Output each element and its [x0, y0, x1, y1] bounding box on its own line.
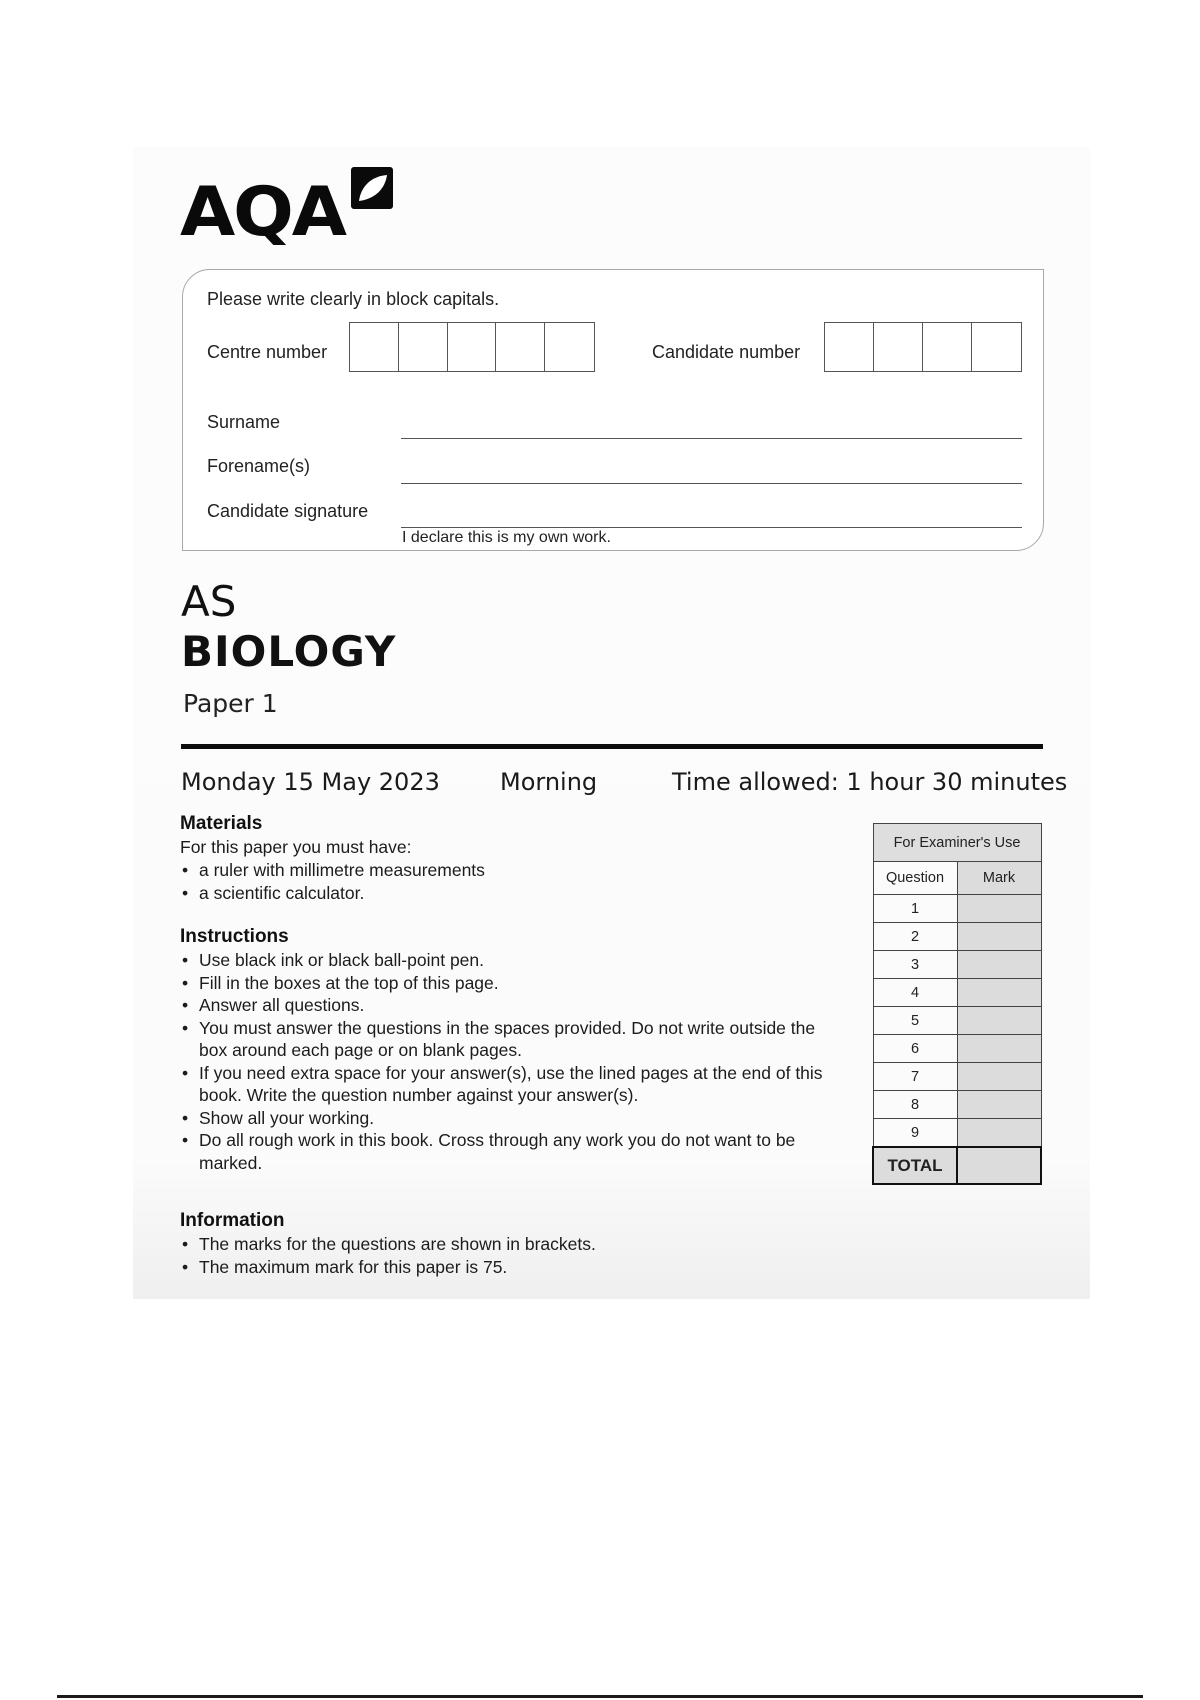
aqa-leaf-mark-icon: [351, 167, 393, 209]
information-item: • The marks for the questions are shown in brackets.: [182, 1234, 596, 1254]
question-number: 8: [873, 1091, 957, 1119]
instructions-section: [180, 926, 840, 1174]
page-bottom-rule: [57, 1695, 1143, 1698]
question-number: 2: [873, 923, 957, 951]
materials-intro: For this paper you must have:: [180, 837, 412, 857]
examiners-use-table: [872, 823, 1042, 1185]
question-number: 6: [873, 1035, 957, 1063]
candidate-number-digit-box[interactable]: [972, 323, 1021, 371]
instruction-item: • If you need extra space for your answer(s), use the lined pages at the end of this book. Write the question number against your answer(s).: [182, 1062, 823, 1105]
instruction-item: • You must answer the questions in the spaces provided. Do not write outside the box around each page or on blank pages.: [182, 1017, 816, 1060]
centre-number-field[interactable]: [349, 322, 595, 372]
candidate-details-box: [182, 269, 1044, 551]
centre-number-digit-box[interactable]: [350, 323, 399, 371]
total-mark-cell: [957, 1147, 1041, 1184]
table-row: [873, 1035, 1041, 1063]
logo-text: AQA: [180, 173, 345, 252]
bullet-icon: •: [182, 1234, 189, 1254]
materials-item: • a ruler with millimetre measurements: [182, 860, 485, 880]
bullet-icon: •: [182, 882, 189, 903]
materials-section: [180, 813, 860, 904]
instructions-heading: Instructions: [180, 926, 289, 947]
bullet-icon: •: [182, 1017, 189, 1038]
mark-cell: [957, 1119, 1041, 1148]
bullet-icon: •: [182, 950, 189, 970]
instruction-item: • Do all rough work in this book. Cross through any work you do not want to be marked.: [182, 1130, 796, 1173]
signature-field[interactable]: [401, 527, 1022, 528]
qualification-level: AS: [181, 577, 237, 626]
centre-number-digit-box[interactable]: [545, 323, 594, 371]
exam-session: Morning: [500, 768, 598, 796]
candidate-number-field[interactable]: [824, 322, 1022, 372]
mark-cell: [957, 1091, 1041, 1119]
instruction-item: • Show all your working.: [182, 1107, 375, 1128]
examiners-use-title: For Examiner's Use: [873, 824, 1041, 862]
centre-number-digit-box[interactable]: [496, 323, 545, 371]
table-row: [873, 951, 1041, 979]
mark-cell: [957, 1007, 1041, 1035]
mark-column-header: Mark: [957, 862, 1041, 895]
aqa-logo: [180, 165, 345, 252]
information-heading: Information: [180, 1210, 285, 1231]
question-number: 9: [873, 1119, 957, 1148]
bullet-icon: •: [182, 1062, 189, 1083]
subject-title: BIOLOGY: [181, 627, 397, 676]
instruction-item: • Use black ink or black ball-point pen.: [182, 950, 485, 970]
forenames-field[interactable]: [401, 483, 1022, 484]
centre-number-digit-box[interactable]: [399, 323, 448, 371]
question-number: 3: [873, 951, 957, 979]
exam-date: Monday 15 May 2023: [181, 768, 440, 796]
time-allowed: Time allowed: 1 hour 30 minutes: [672, 768, 1068, 796]
candidate-number-digit-box[interactable]: [923, 323, 972, 371]
materials-item: • a scientific calculator.: [182, 882, 365, 903]
block-capitals-instruction: Please write clearly in block capitals.: [207, 289, 500, 309]
signature-label: Candidate signature: [207, 501, 369, 521]
table-row: [873, 1119, 1041, 1148]
materials-heading: Materials: [180, 813, 263, 834]
mark-cell: [957, 923, 1041, 951]
mark-cell: [957, 951, 1041, 979]
candidate-number-digit-box[interactable]: [874, 323, 923, 371]
table-row: [873, 1063, 1041, 1091]
mark-cell: [957, 979, 1041, 1007]
candidate-number-digit-box[interactable]: [825, 323, 874, 371]
question-number: 4: [873, 979, 957, 1007]
instruction-item: • Fill in the boxes at the top of this page.: [182, 972, 499, 993]
information-item: • The maximum mark for this paper is 75.: [182, 1256, 508, 1277]
surname-field[interactable]: [401, 438, 1022, 439]
table-row: [873, 1007, 1041, 1035]
table-row: [873, 895, 1041, 923]
total-label: TOTAL: [873, 1147, 957, 1184]
surname-label: Surname: [207, 412, 281, 432]
question-number: 1: [873, 895, 957, 923]
table-row: [873, 1091, 1041, 1119]
instruction-item: • Answer all questions.: [182, 995, 365, 1015]
question-number: 5: [873, 1007, 957, 1035]
total-row: [873, 1147, 1041, 1184]
bullet-icon: •: [182, 1256, 189, 1277]
declaration-text: I declare this is my own work.: [402, 529, 611, 546]
information-section: [180, 1210, 860, 1278]
bullet-icon: •: [182, 860, 189, 880]
bullet-icon: •: [182, 972, 189, 993]
centre-number-label: Centre number: [207, 342, 328, 362]
bullet-icon: •: [182, 1107, 189, 1128]
centre-number-digit-box[interactable]: [448, 323, 497, 371]
title-divider: [181, 744, 1043, 749]
bullet-icon: •: [182, 995, 189, 1015]
candidate-number-label: Candidate number: [652, 342, 801, 362]
mark-cell: [957, 1063, 1041, 1091]
question-column-header: Question: [873, 862, 957, 895]
table-row: [873, 979, 1041, 1007]
mark-cell: [957, 1035, 1041, 1063]
paper-number: Paper 1: [183, 689, 278, 718]
question-number: 7: [873, 1063, 957, 1091]
bullet-icon: •: [182, 1130, 189, 1150]
forenames-label: Forename(s): [207, 456, 311, 476]
mark-cell: [957, 895, 1041, 923]
table-row: [873, 923, 1041, 951]
